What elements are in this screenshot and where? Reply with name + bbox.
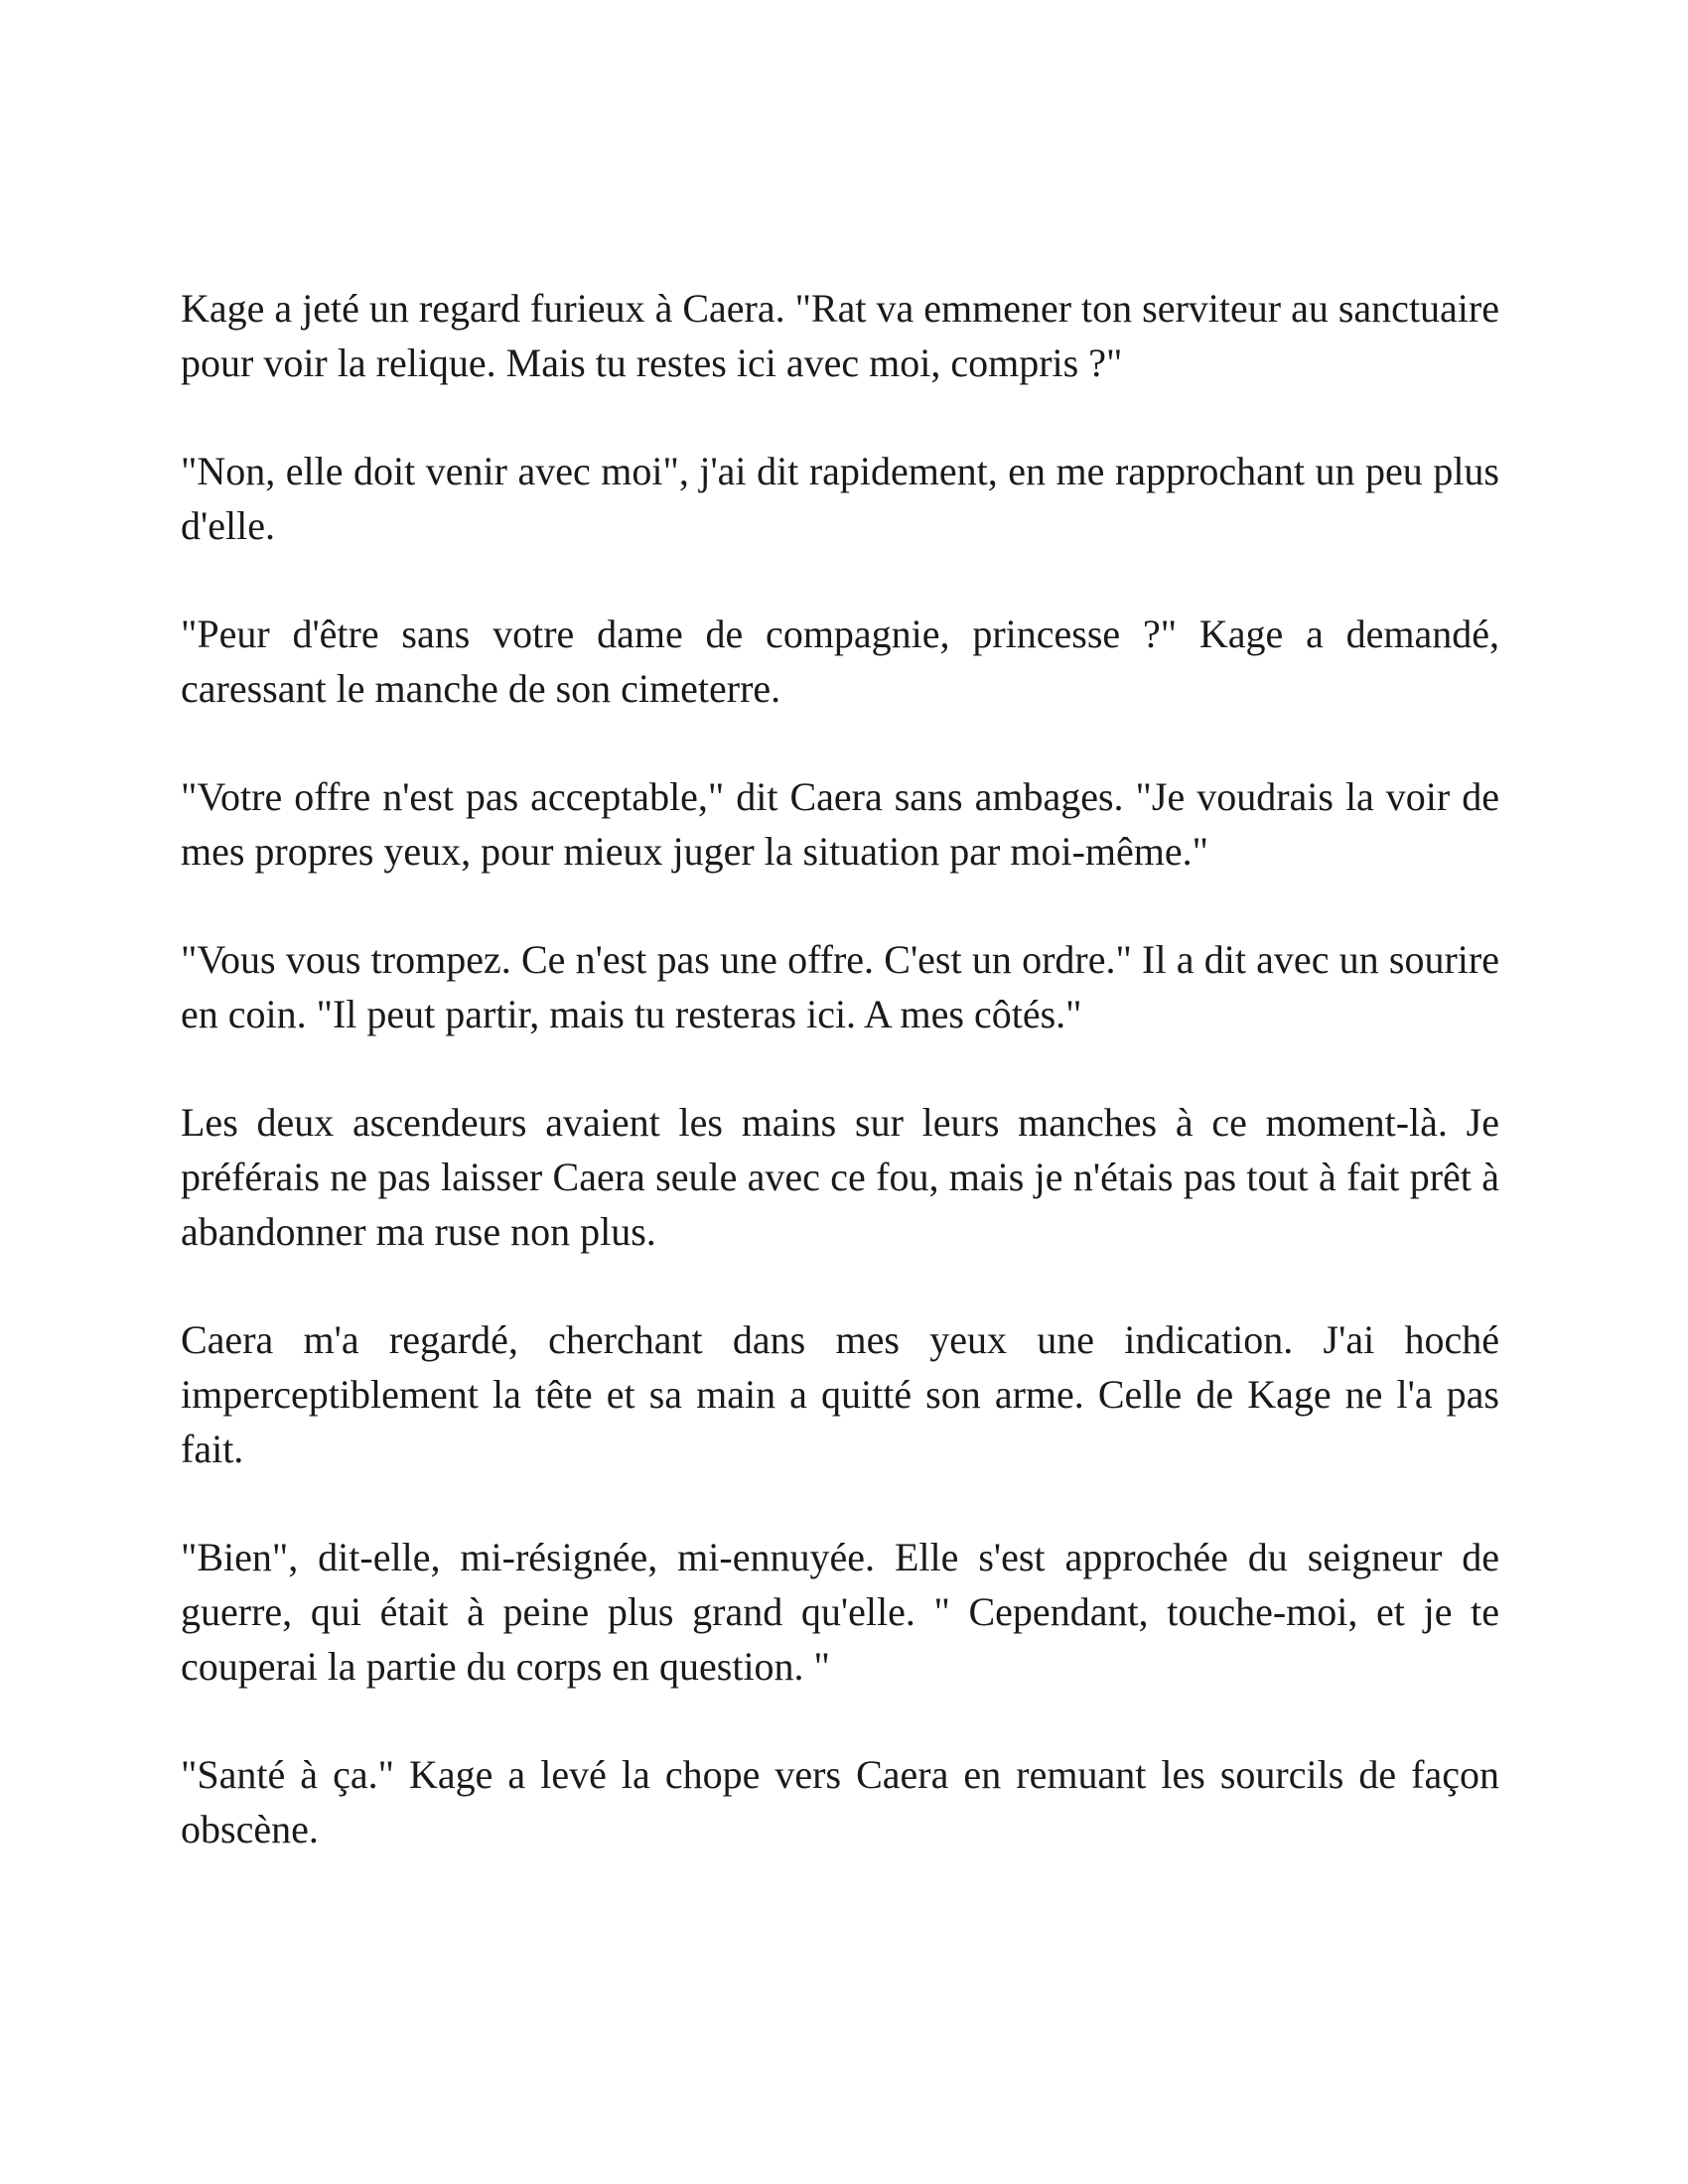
paragraph-8: "Bien", dit-elle, mi-résignée, mi-ennuyée. Elle s'est approchée du seigneur de guerre, qui était à peine plus grand qu'elle. " Cependant, touche-moi, et je te couperai la partie du corps en question. " [181, 1535, 1499, 1689]
paragraph-3: "Peur d'être sans votre dame de compagnie, princesse ?" Kage a demandé, caressant le manche de son cimeterre. [181, 612, 1499, 711]
paragraph-2: "Non, elle doit venir avec moi", j'ai dit rapidement, en me rapprochant un peu plus d'elle. [181, 449, 1499, 548]
paragraph-1: Kage a jeté un regard furieux à Caera. "Rat va emmener ton serviteur au sanctuaire pour voir la relique. Mais tu restes ici avec moi, compris ?" [181, 286, 1499, 385]
paragraph-7: Caera m'a regardé, cherchant dans mes yeux une indication. J'ai hoché imperceptiblement la tête et sa main a quitté son arme. Celle de Kage ne l'a pas fait. [181, 1317, 1499, 1471]
paragraph-6: Les deux ascendeurs avaient les mains sur leurs manches à ce moment-là. Je préférais ne pas laisser Caera seule avec ce fou, mais je n'étais pas tout à fait prêt à abandonner ma ruse non plus. [181, 1100, 1499, 1254]
paragraph-9: "Santé à ça." Kage a levé la chope vers Caera en remuant les sourcils de façon obscène. [181, 1752, 1499, 1851]
paragraph-4: "Votre offre n'est pas acceptable," dit Caera sans ambages. "Je voudrais la voir de mes propres yeux, pour mieux juger la situation par moi-même." [181, 774, 1499, 874]
document-page [181, 281, 1499, 1856]
paragraph-5: "Vous vous trompez. Ce n'est pas une offre. C'est un ordre." Il a dit avec un sourire en coin. "Il peut partir, mais tu resteras ici. A mes côtés." [181, 937, 1499, 1036]
